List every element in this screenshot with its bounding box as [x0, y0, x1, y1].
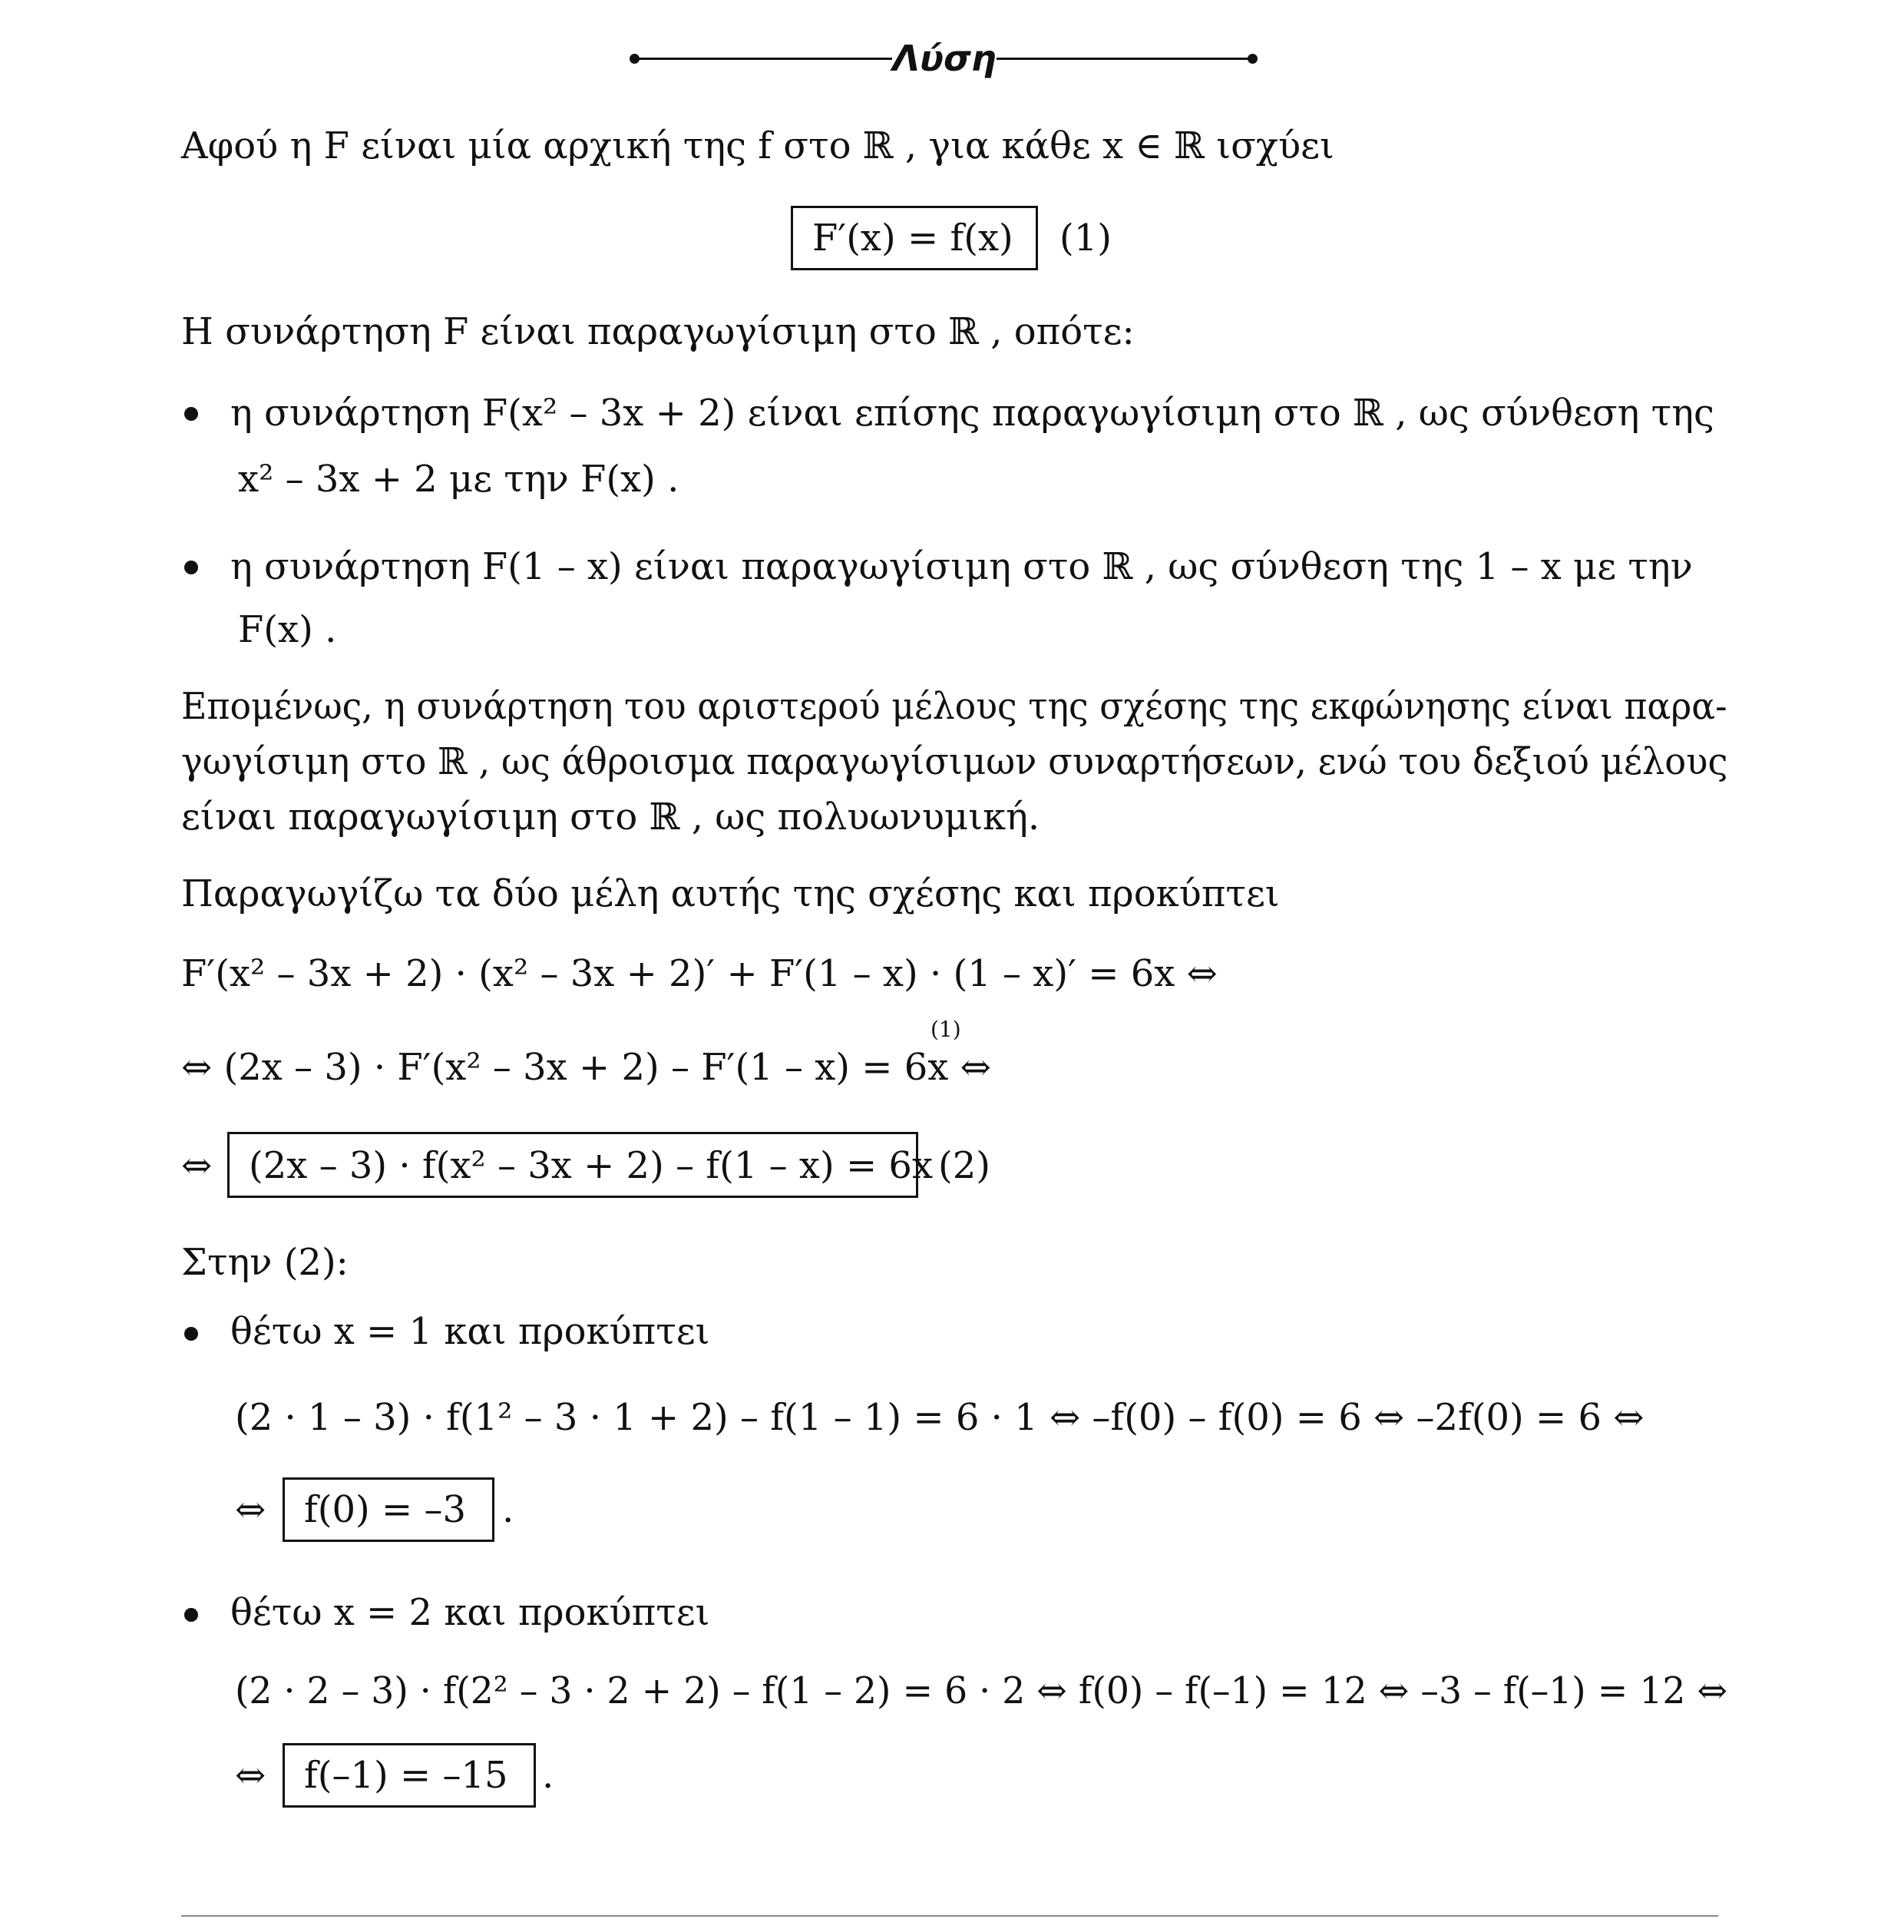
- case-2-bullet: [184, 1608, 198, 1622]
- derivation-line-2: ⇔ (2x – 3) · F′(x² – 3x + 2) – F′(1 – x) = 6x ⇔: [181, 1046, 991, 1089]
- footer-rule: [181, 1915, 1718, 1917]
- header-right-rule: [997, 58, 1250, 60]
- case-1-prefix: ⇔: [235, 1488, 266, 1531]
- case-1-suffix: .: [502, 1488, 514, 1531]
- derive-intro: Παραγωγίζω τα δύο μέλη αυτής της σχέσης και προκύπτει: [181, 872, 1280, 915]
- header-left-rule: [639, 58, 892, 60]
- case-2-calc: (2 · 2 – 3) · f(2² – 3 · 2 + 2) – f(1 – 2) = 6 · 2 ⇔ f(0) – f(–1) = 12 ⇔ –3 – f(–1) = 12 ⇔: [235, 1669, 1728, 1712]
- eq1-formula: F′(x) = f(x): [812, 217, 1013, 260]
- header-right-dot: [1248, 54, 1258, 64]
- paragraph-line-2: γωγίσιμη στο ℝ , ως άθροισμα παραγωγίσιμων συναρτήσεων, ενώ του δεξιού μέλους: [181, 740, 1728, 783]
- intro-text: Αφού η F είναι μία αρχική της f στο ℝ , για κάθε x ∈ ℝ ισχύει: [181, 124, 1334, 167]
- paragraph-line-1: Επομένως, η συνάρτηση του αριστερού μέλους της σχέσης της εκφώνησης είναι παρα-: [181, 685, 1727, 728]
- bullet-2-line2: F(x) .: [238, 608, 337, 651]
- case-1-result: f(0) = –3: [304, 1488, 467, 1531]
- case-1-label: θέτω x = 1 και προκύπτει: [230, 1310, 710, 1353]
- case-2-prefix: ⇔: [235, 1754, 266, 1797]
- derivation-line-3-prefix: ⇔: [181, 1144, 213, 1187]
- paragraph-line-3: είναι παραγωγίσιμη στο ℝ , ως πολυωνυμική.: [181, 796, 1040, 839]
- bullet-2-line1: η συνάρτηση F(1 – x) είναι παραγωγίσιμη στο ℝ , ως σύνθεση της 1 – x με την: [230, 545, 1693, 588]
- case-1-bullet: [184, 1327, 198, 1341]
- eq2-formula: (2x – 3) · f(x² – 3x + 2) – f(1 – x) = 6x: [249, 1144, 934, 1187]
- case-2-result: f(–1) = –15: [304, 1754, 508, 1797]
- derivation-ref: (1): [931, 1017, 961, 1042]
- case-2-label: θέτω x = 2 και προκύπτει: [230, 1591, 710, 1634]
- eq1-tag: (1): [1059, 217, 1112, 260]
- bullet-2: [184, 561, 198, 574]
- case-2-suffix: .: [542, 1754, 554, 1797]
- case-1-calc: (2 · 1 – 3) · f(1² – 3 · 1 + 2) – f(1 – 1) = 6 · 1 ⇔ –f(0) – f(0) = 6 ⇔ –2f(0) = 6 ⇔: [235, 1396, 1645, 1439]
- solution-header: [630, 29, 1259, 91]
- bullet-1-line1: η συνάρτηση F(x² – 3x + 2) είναι επίσης παραγωγίσιμη στο ℝ , ως σύνθεση της: [230, 392, 1714, 435]
- solution-title: Λύση: [892, 38, 997, 79]
- eq2-tag: (2): [938, 1144, 990, 1187]
- diff-statement: Η συνάρτηση F είναι παραγωγίσιμη στο ℝ , οπότε:: [181, 310, 1135, 353]
- derivation-line-1: F′(x² – 3x + 2) · (x² – 3x + 2)′ + F′(1 – x) · (1 – x)′ = 6x ⇔: [181, 952, 1218, 995]
- bullet-1-line2: x² – 3x + 2 με την F(x) .: [238, 458, 679, 501]
- in-eq2-label: Στην (2):: [181, 1241, 349, 1284]
- bullet-1: [184, 407, 198, 421]
